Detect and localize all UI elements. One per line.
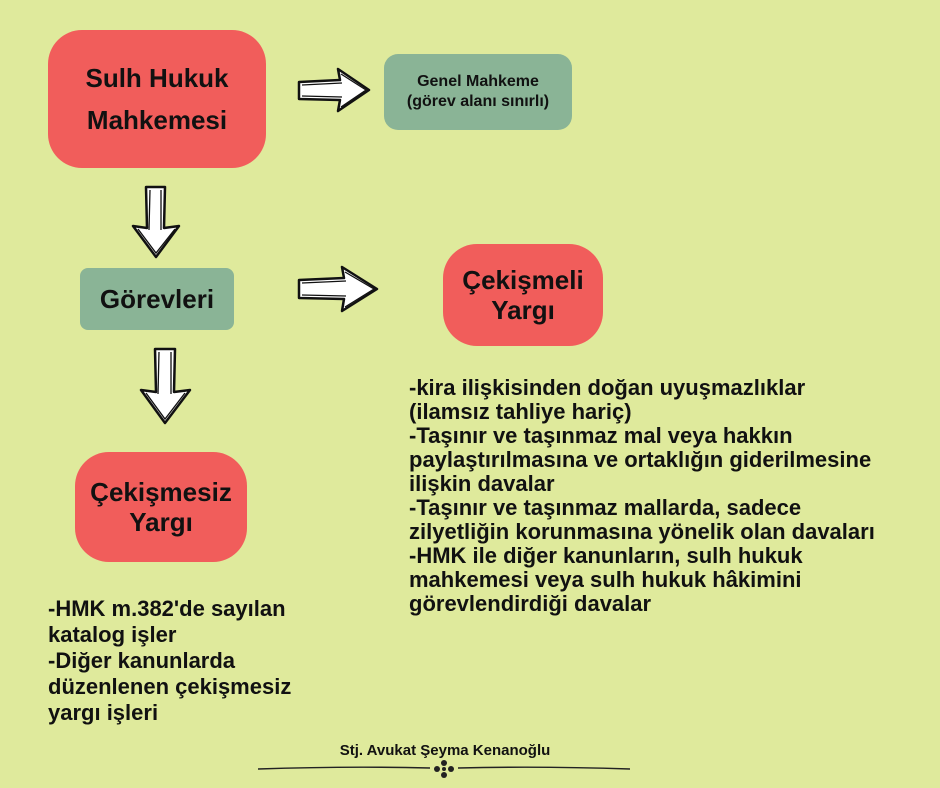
cekismeli-list <box>409 376 879 616</box>
genel-mahkeme-node <box>384 54 572 130</box>
fleur-ornament-icon <box>258 758 630 780</box>
arrow-right-icon <box>296 264 380 314</box>
cekismesiz-label: Çekişmesiz Yargı <box>90 477 232 537</box>
cekismesiz-list <box>48 596 308 726</box>
list-item: -Diğer kanunlarda düzenlenen çekişmesiz yargı işleri <box>48 648 292 725</box>
list-item: -Taşınır ve taşınmaz mallarda, sadece zilyetliğin korunmasına yönelik olan davaları <box>409 495 875 544</box>
gorevler-node <box>80 268 234 330</box>
genel-mahkeme-label: Genel Mahkeme (görev alanı sınırlı) <box>406 73 550 110</box>
cekismeli-label: Çekişmeli Yargı <box>462 265 584 325</box>
gorevler-label: Görevleri <box>99 283 215 314</box>
list-item: -Taşınır ve taşınmaz mal veya hakkın paylaştırılmasına ve ortaklığın giderilmesine ilişkin davalar <box>409 423 872 496</box>
arrow-down-icon <box>130 184 182 260</box>
arrow-right-icon <box>296 66 372 114</box>
author-credit: Stj. Avukat Şeyma Kenanoğlu <box>339 742 551 759</box>
cekismeli-node <box>443 244 603 346</box>
arrow-down-icon <box>138 346 194 426</box>
list-item: -HMK m.382'de sayılan katalog işler <box>48 596 286 647</box>
list-item: -kira ilişkisinden doğan uyuşmazlıklar (ilamsız tahliye hariç) <box>409 375 806 424</box>
sulh-hukuk-node <box>48 30 266 168</box>
list-item: -HMK ile diğer kanunların, sulh hukuk mahkemesi veya sulh hukuk hâkimini görevlendirdiği davalar <box>409 543 803 616</box>
cekismesiz-node <box>75 452 247 562</box>
sulh-hukuk-label: Sulh Hukuk Mahkemesi <box>85 63 229 135</box>
